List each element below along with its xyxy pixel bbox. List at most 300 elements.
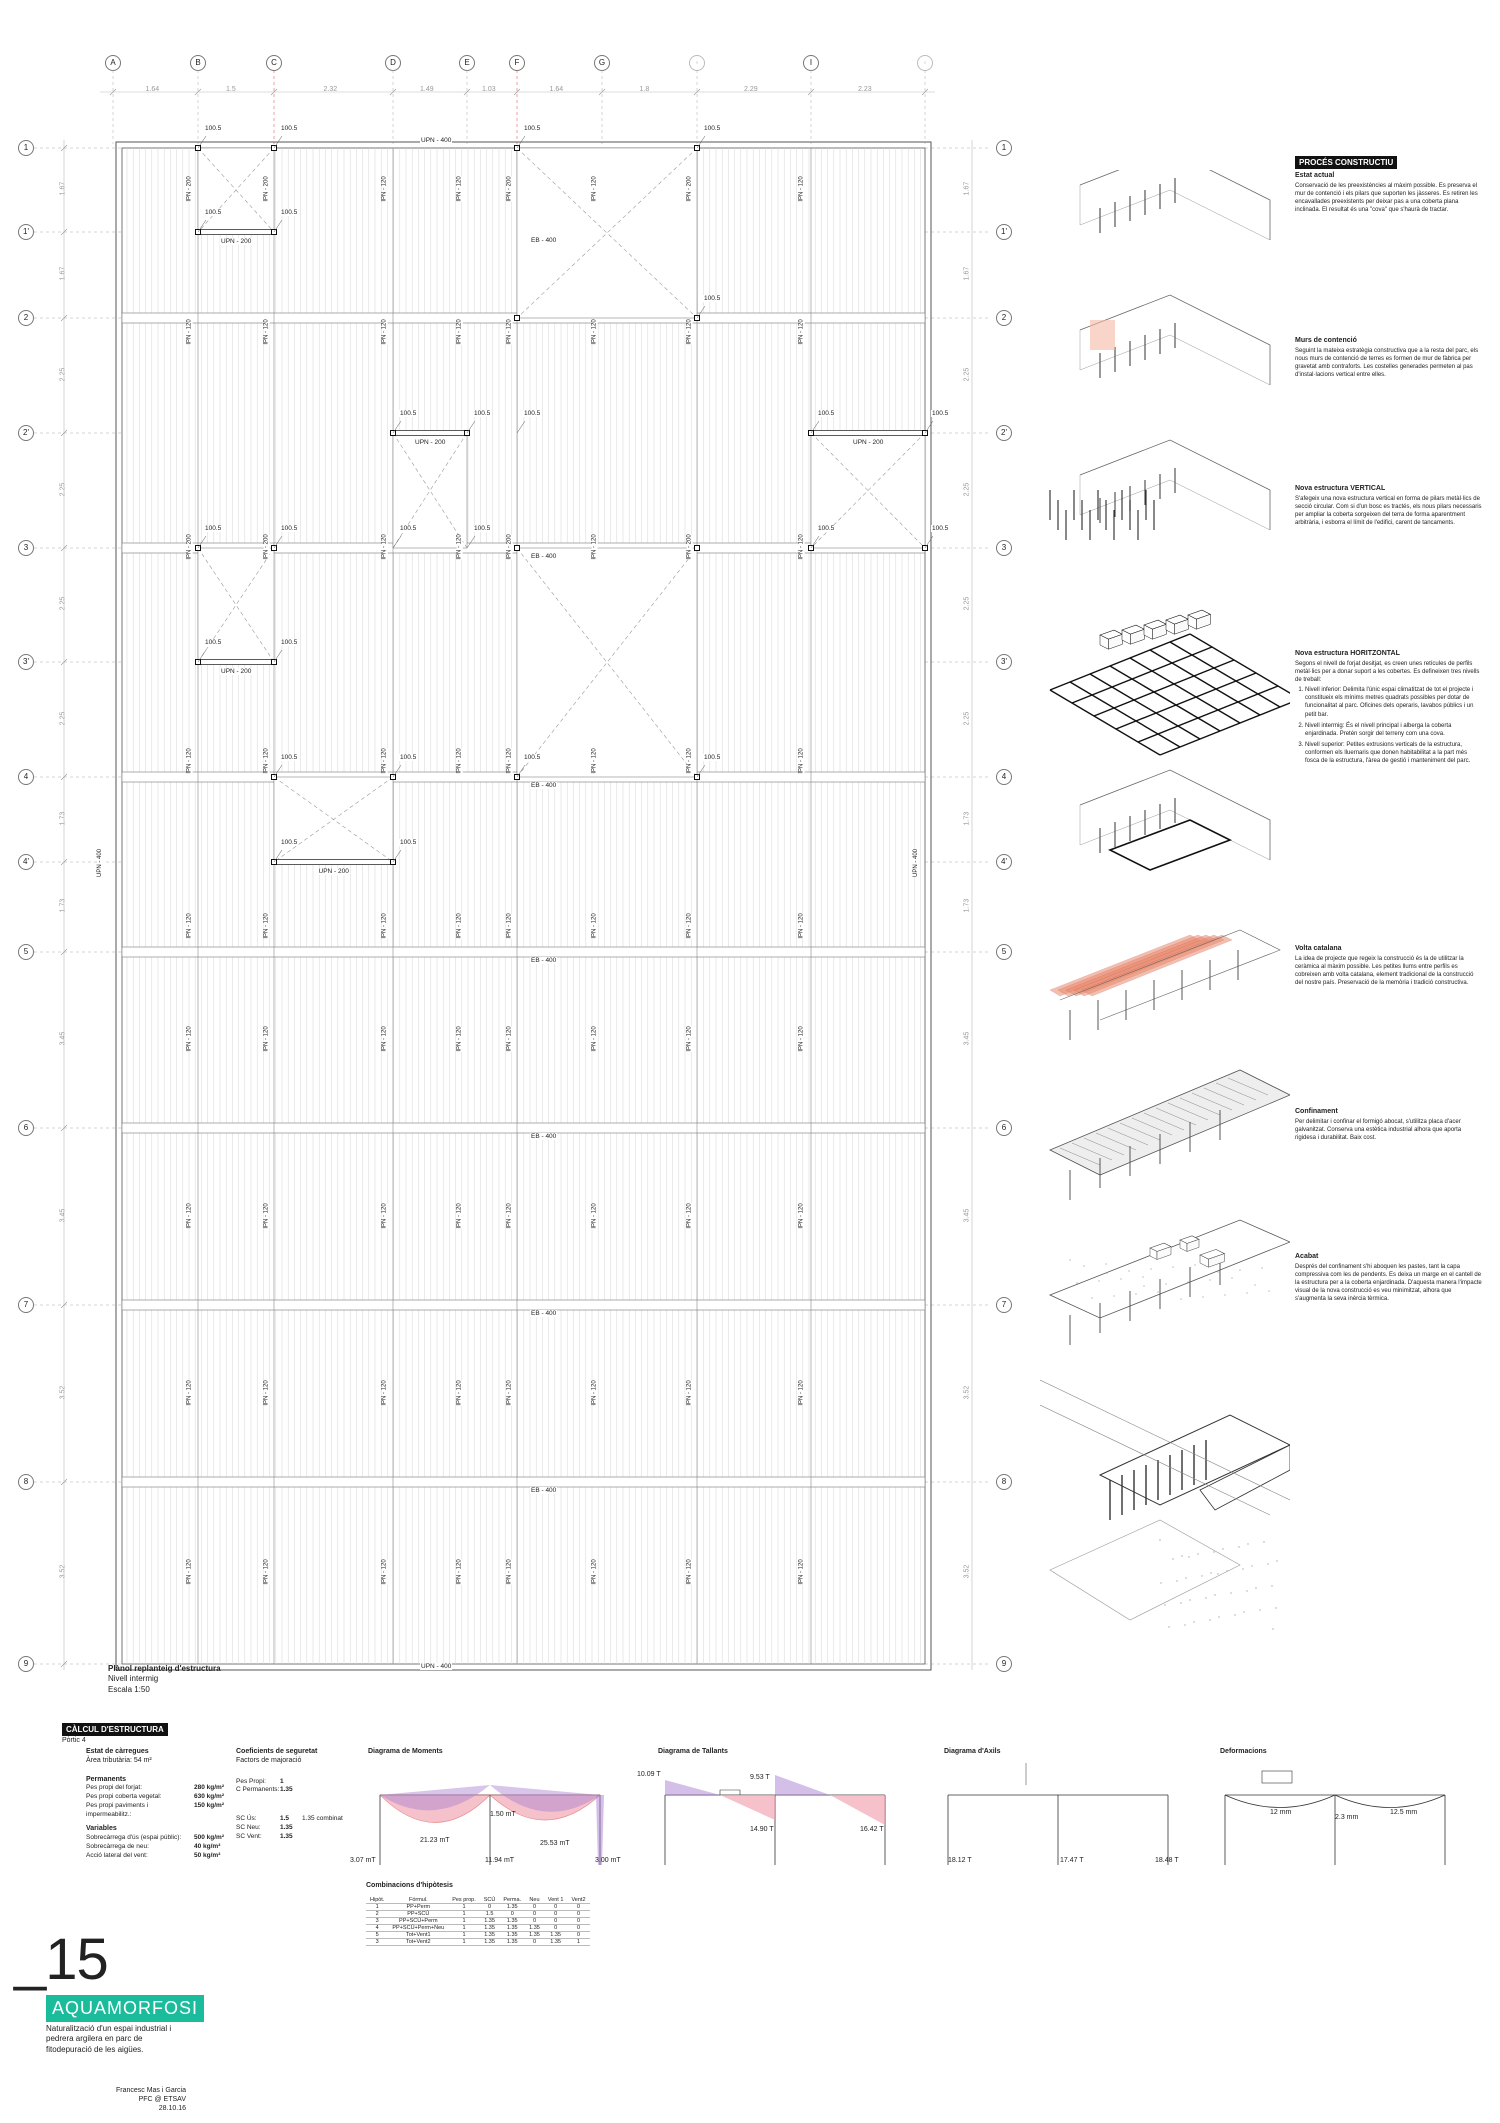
grid-row-dim: 2.25	[59, 367, 67, 381]
shear-step	[720, 1790, 740, 1795]
axial-value: 18.12 T	[948, 1857, 972, 1864]
grid-row-bubble-right: 2'	[996, 425, 1012, 441]
axo-final-texture	[1222, 1548, 1223, 1549]
pillar	[515, 316, 520, 321]
elevation-leader	[274, 650, 282, 662]
table-header-cell: Hipòt.	[366, 1897, 388, 1904]
process-step-text: Conservació de les preexistències al màxim possible. Es preserva el mur de contenció i els pilars que suporten les jàsseres. Es retiren les encavallades preexistents per deixar pas a una coberta plana inclinada. El resultat és una "cova" que s'haurà de tractar.	[1295, 183, 1478, 214]
table-cell: PP+SCÚ+Perm+Neu	[388, 1924, 448, 1931]
label-elevation: 100.5	[400, 525, 417, 532]
table-cell: 5	[366, 1931, 388, 1938]
table-cell: 3	[366, 1917, 388, 1924]
process-title	[1295, 152, 1397, 170]
grid-row-dim-right: 3.45	[963, 1208, 971, 1222]
plan-caption-title: Plànol replanteig d'estructura	[108, 1664, 221, 1673]
process-step-text: La idea de projecte que regeix la construcció és la de utilitzar la ceràmica al màxim possible. Les petites llums entre perfils es cobreixen amb volta catalana, element tradicional de la construcció del nostre país. Preservació de la memòria i tradició constructiva.	[1295, 956, 1474, 987]
label-ipn-120: IPN - 120	[381, 913, 388, 939]
label-elevation: 100.5	[205, 525, 222, 532]
grid-col-bubble: A	[105, 55, 121, 71]
grid-col-bubble: I	[803, 55, 819, 71]
label-ipn-120: IPN - 120	[798, 1379, 805, 1406]
process-step-text: Seguint la mateixa estratègia constructiva que a la resta del parc, els nous murs de contenció de terres es formen de mur de fàbrica per gravetat amb contraforts. Les costelles generades permeten al pas d'instal·lacions vertical entre elles.	[1295, 348, 1479, 379]
table-header-cell: Neu	[525, 1897, 544, 1904]
upn-200-beam	[811, 431, 925, 436]
label-ipn-120: IPN - 120	[456, 176, 463, 202]
table-cell: 1	[448, 1931, 480, 1938]
label-ipn-120: IPN - 120	[591, 533, 598, 560]
load-value: 630 kg/m²	[194, 1793, 224, 1801]
axo-texture	[1113, 1295, 1114, 1296]
table-cell: PP+SCÚ+Perm	[388, 1917, 448, 1924]
label-elevation: 100.5	[704, 754, 721, 761]
axo-texture	[1261, 1267, 1262, 1268]
grid-row-bubble-right: 4'	[996, 854, 1012, 870]
grid-row-bubble-right: 1	[996, 140, 1012, 156]
load-value: 500 kg/m²	[194, 1834, 224, 1842]
grid-row-dim: 3.52	[59, 1564, 67, 1579]
axo-final-texture	[1251, 1565, 1252, 1566]
label-elevation: 100.5	[704, 295, 721, 302]
label-eb-400: EB - 400	[531, 553, 557, 560]
grid-row-bubble-left: 2	[18, 310, 34, 326]
label-ipn-120: IPN - 120	[506, 1026, 513, 1052]
grid-row-dim-right: 3.52	[963, 1564, 971, 1579]
inner-frame	[122, 148, 925, 1664]
table-cell: 0	[525, 1938, 544, 1945]
label-ipn-120: IPN - 120	[456, 533, 463, 560]
label-ipn-120: IPN - 120	[381, 1202, 388, 1229]
label-ipn-200: IPN - 200	[686, 533, 693, 560]
label-eb-400: EB - 400	[531, 782, 557, 789]
label-elevation: 100.5	[281, 754, 298, 761]
grid-row-dim-right: 3.45	[963, 1031, 971, 1046]
load-value: 280 kg/m²	[194, 1784, 224, 1792]
elevation-leader	[925, 421, 933, 433]
axo-final-texture	[1247, 1543, 1248, 1544]
grid-row-dim-right: 1.73	[963, 811, 971, 825]
axo-grid-beam	[1110, 666, 1220, 731]
axo-final-texture	[1197, 1553, 1198, 1554]
label-ipn-120: IPN - 120	[798, 1559, 805, 1585]
grid-col-bubble: D	[385, 55, 401, 71]
label-ipn-120: IPN - 120	[686, 1379, 693, 1406]
axo-final-texture	[1226, 1570, 1227, 1571]
grid-row-bubble-left: 5	[18, 944, 34, 960]
grid-row-dim: 1.73	[59, 811, 67, 825]
process-step-text: Per delimitar i confinar el formigó abocat, s'utilitza placa d'acer galvanitzat. Conserva una estètica industrial alhora que aporta rigidesa i durabilitat. Baix cost.	[1295, 1119, 1462, 1142]
project-logo: AQUAMORFOSI	[46, 1995, 204, 2022]
axo-final-texture	[1230, 1592, 1231, 1593]
process-step-list-item: 2. Nivell intermig: És el nivell principal i alberga la coberta enjardinada. Pretén sorgir del terreny com una cova.	[1305, 722, 1483, 738]
table-cell: 1	[448, 1938, 480, 1945]
process-step-list	[1295, 686, 1483, 765]
axo-final-texture	[1267, 1563, 1268, 1564]
axonometric-drawings	[1040, 170, 1290, 1690]
elevation-leader	[274, 220, 282, 232]
grid-row-dim-right: 1.67	[963, 266, 971, 281]
label-eb-400: EB - 400	[531, 957, 557, 964]
axo-texture	[1157, 1291, 1158, 1292]
label-ipn-120: IPN - 120	[591, 1026, 598, 1052]
process-step	[1295, 1108, 1483, 1142]
axo-box	[1188, 610, 1210, 629]
label-ipn-200: IPN - 200	[686, 176, 693, 202]
axo-lower-level	[1080, 770, 1270, 860]
load-value: 50 kg/m²	[194, 1851, 221, 1859]
table-cell: 1.35	[499, 1924, 525, 1931]
load-extra: 1.35 combinat	[302, 1815, 343, 1823]
table-cell: 1	[448, 1910, 480, 1917]
deformation-value: 12.5 mm	[1390, 1809, 1418, 1816]
grid-col-dim: 1.64	[145, 86, 160, 93]
label-ipn-120: IPN - 120	[381, 1026, 388, 1052]
grid-col-dim: 1.49	[420, 86, 434, 93]
deformation-skylight	[1262, 1771, 1292, 1783]
label-elevation: 100.5	[281, 525, 298, 532]
table-cell: 1	[448, 1924, 480, 1931]
label-ipn-120: IPN - 120	[186, 1202, 193, 1229]
axo-texture	[1239, 1269, 1240, 1270]
process-step	[1295, 485, 1483, 527]
label-elevation: 100.5	[400, 754, 417, 761]
axo-grid-beam	[1070, 682, 1180, 747]
moment-column	[596, 1795, 604, 1865]
axo-final-texture	[1184, 1624, 1185, 1625]
axo-grid-beam	[1170, 642, 1280, 707]
comb-title: Combinacions d'hipòtesis	[366, 1882, 453, 1889]
table-cell: 0	[567, 1917, 589, 1924]
axo-retaining-walls	[1080, 295, 1270, 385]
pillar	[515, 546, 520, 551]
load-value: 150 kg/m²	[194, 1801, 224, 1809]
label-ipn-120: IPN - 120	[591, 176, 598, 202]
grid-row-bubble-left: 3'	[18, 654, 34, 670]
label-eb-400: EB - 400	[531, 1133, 557, 1140]
label-elevation: 100.5	[932, 410, 949, 417]
label-ipn-200: IPN - 200	[263, 533, 270, 560]
axo-texture	[1076, 1282, 1077, 1283]
grid-row-dim-right: 2.25	[963, 482, 971, 496]
table-cell: 1.35	[499, 1903, 525, 1910]
axo-texture	[1106, 1272, 1107, 1273]
project-description: Naturalització d'un espai industrial i pedrera argilera en parc de fitodepuració de les aigües.	[46, 2024, 172, 2054]
label-elevation: 100.5	[932, 525, 949, 532]
axo-final-texture	[1234, 1614, 1235, 1615]
label-upn-200: UPN - 200	[853, 439, 884, 446]
axo-texture	[1135, 1293, 1136, 1294]
table-row	[366, 1917, 590, 1924]
grid-col-bubble: G	[594, 55, 610, 71]
eb-400-beam	[122, 1123, 925, 1133]
shear-4	[830, 1795, 885, 1825]
label-ipn-200: IPN - 200	[186, 176, 193, 202]
label-elevation: 100.5	[474, 525, 491, 532]
label-ipn-120: IPN - 120	[381, 748, 388, 774]
label-ipn-200: IPN - 200	[506, 533, 513, 560]
load-value: 40 kg/m²	[194, 1842, 221, 1850]
label-ipn-120: IPN - 120	[381, 318, 388, 345]
load-key: SC Neu:	[236, 1823, 261, 1831]
label-ipn-120: IPN - 120	[686, 748, 693, 774]
grid-row-dim-right: 2.25	[963, 711, 971, 725]
label-ipn-120: IPN - 120	[506, 748, 513, 774]
table-cell: 0	[567, 1910, 589, 1917]
process-title-text: PROCÉS CONSTRUCTIU	[1295, 156, 1397, 169]
grid-row-bubble-right: 6	[996, 1120, 1012, 1136]
axo-final-texture	[1176, 1580, 1177, 1581]
table-cell: 0	[544, 1910, 568, 1917]
moment-value: 3.07 mT	[350, 1857, 376, 1864]
label-elevation: 100.5	[281, 209, 298, 216]
process-step	[1295, 172, 1483, 214]
grid-col-dim: 1.64	[549, 86, 564, 93]
deformation-2	[1335, 1795, 1445, 1808]
grid-row-dim-right: 2.25	[963, 596, 971, 611]
label-upn-400-bottom: UPN - 400	[421, 1663, 452, 1670]
axo-texture	[1142, 1276, 1143, 1277]
grid-col-bubble: B	[190, 55, 206, 71]
process-step-title: Confinament	[1295, 1108, 1338, 1115]
axo-texture	[1069, 1259, 1070, 1260]
grid-col-dim: 1.5	[226, 86, 236, 93]
grid-row-bubble-left: 4'	[18, 854, 34, 870]
grid-row-bubble-left: 1'	[18, 224, 34, 240]
axo-final-texture	[1243, 1611, 1244, 1612]
label-elevation: 100.5	[400, 410, 417, 417]
table-cell: 0	[480, 1903, 500, 1910]
load-value: 1.5	[280, 1815, 290, 1823]
table-cell: Tot+Vent2	[388, 1938, 448, 1945]
process-step-text: S'afegeix una nova estructura vertical en forma de pilars metàl·lics de secció circular. Com si d'un bosc es tractés, els nous pilars necessaris per ampliar la coberta sorgeixen del terra de forma aparentment arbitrària, i esborra el límit de l'edifici, carent de tancaments.	[1295, 496, 1482, 527]
load-key: Pes Propi:	[236, 1777, 266, 1785]
label-ipn-120: IPN - 120	[591, 1202, 598, 1229]
table-cell: 1.35	[480, 1931, 500, 1938]
table-cell: 2	[366, 1910, 388, 1917]
table-cell: PP+Perm	[388, 1903, 448, 1910]
grid-row-bubble-right: 8	[996, 1474, 1012, 1490]
table-cell: 1	[567, 1938, 589, 1945]
coef-subtitle: Factors de majoració	[236, 1756, 302, 1764]
label-ipn-120: IPN - 120	[263, 1026, 270, 1052]
axo-final-texture	[1185, 1577, 1186, 1578]
label-elevation: 100.5	[818, 410, 835, 417]
axo-texture	[1083, 1265, 1084, 1266]
table-cell: 0	[544, 1924, 568, 1931]
grid-row-dim: 2.25	[59, 711, 67, 725]
grid-row-dim-right: 1.67	[963, 181, 971, 196]
upn-200-beam	[198, 230, 274, 235]
process-step-text: Segons el nivell de forjat desitjat, es creen unes retícules de perfils metàl·lics per a donar suport a les cobertes. Es defineixen tres nivells de treball:	[1295, 661, 1480, 684]
axo-final-texture	[1164, 1604, 1165, 1605]
grid-row-dim: 3.45	[59, 1031, 67, 1046]
deformation-value: 2.3 mm	[1335, 1814, 1359, 1821]
grid-row-dim-right: 3.52	[963, 1385, 971, 1399]
label-elevation: 100.5	[205, 125, 222, 132]
axo-texture	[1224, 1294, 1225, 1295]
label-ipn-120: IPN - 120	[798, 913, 805, 939]
grid-row-bubble-right: 3'	[996, 654, 1012, 670]
calc-subtitle: Pòrtic 4	[62, 1737, 86, 1744]
elevation-leader	[925, 536, 933, 548]
eb-400-beam	[122, 1300, 925, 1310]
process-step	[1295, 337, 1483, 379]
label-ipn-120: IPN - 120	[798, 748, 805, 774]
axo-vertical-structure	[1080, 440, 1270, 530]
label-ipn-120: IPN - 120	[798, 1026, 805, 1052]
grid-row-dim-right: 1.73	[963, 898, 971, 913]
moments-frame	[380, 1785, 604, 1865]
label-elevation: 100.5	[281, 639, 298, 646]
table-cell: 1.35	[499, 1917, 525, 1924]
label-elevation: 100.5	[704, 125, 721, 132]
grid-row-bubble-right: 5	[996, 944, 1012, 960]
axial-value: 18.48 T	[1155, 1857, 1179, 1864]
axo-existing-state	[1080, 170, 1270, 240]
table-header-cell: Pes prop.	[448, 1897, 480, 1904]
label-eb-400: EB - 400	[531, 1487, 557, 1494]
axo-texture	[1098, 1280, 1099, 1281]
axo-texture	[1202, 1296, 1203, 1297]
axo-final-texture	[1168, 1626, 1169, 1627]
table-cell: 1.35	[480, 1917, 500, 1924]
grid-row-bubble-left: 3	[18, 540, 34, 556]
load-key: Pes propi paviments i impermeabilitz.:	[86, 1801, 149, 1818]
combinations-block	[366, 1882, 590, 1946]
load-value: 1.35	[280, 1786, 293, 1794]
label-ipn-120: IPN - 120	[186, 1026, 193, 1052]
load-value: 1.35	[280, 1823, 293, 1831]
axo-final-texture	[1201, 1575, 1202, 1576]
process-step-title: Acabat	[1295, 1253, 1319, 1260]
table-header-cell: Perma.	[499, 1897, 525, 1904]
table-row	[366, 1903, 590, 1910]
axo-final-texture	[1271, 1585, 1272, 1586]
table-cell: 0	[544, 1917, 568, 1924]
axo-final-texture	[1205, 1597, 1206, 1598]
label-ipn-120: IPN - 120	[263, 913, 270, 939]
school: PFC @ ETSAV	[138, 2095, 186, 2103]
grid-row-dim: 1.67	[59, 266, 67, 281]
table-cell: 1.35	[525, 1924, 544, 1931]
table-cell: Tot+Vent1	[388, 1931, 448, 1938]
grid-col-bubble: F	[509, 55, 525, 71]
label-eb-400: EB - 400	[531, 237, 557, 244]
table-row	[366, 1938, 590, 1945]
table-cell: 1.35	[480, 1924, 500, 1931]
moment-value: 3.00 mT	[595, 1857, 621, 1864]
axo-retaining-walls-highlight	[1090, 320, 1115, 350]
shear-2	[720, 1795, 775, 1820]
grid-row-bubble-right: 3	[996, 540, 1012, 556]
eb-400-beam	[122, 1477, 925, 1487]
grid-row-bubble-left: 8	[18, 1474, 34, 1490]
date: 28.10.16	[158, 2104, 186, 2112]
label-ipn-120: IPN - 120	[686, 1026, 693, 1052]
grid-row-bubble-left: 9	[18, 1656, 34, 1672]
moment-value: 21.23 mT	[420, 1837, 450, 1844]
upn-200-beam	[198, 660, 274, 665]
grid-row-bubble-left: 4	[18, 769, 34, 785]
label-ipn-120: IPN - 120	[456, 1559, 463, 1585]
table-cell: 0	[567, 1903, 589, 1910]
label-ipn-120: IPN - 120	[381, 1559, 388, 1585]
label-ipn-120: IPN - 120	[686, 318, 693, 345]
table-cell: 0	[525, 1910, 544, 1917]
load-key: SC Ús:	[236, 1815, 257, 1823]
grid-row-bubble-left: 6	[18, 1120, 34, 1136]
label-upn-200: UPN - 200	[221, 668, 252, 675]
load-key: Acció lateral del vent:	[86, 1851, 148, 1859]
deformation-value: 12 mm	[1270, 1809, 1292, 1816]
coef-title: Coeficients de seguretat	[236, 1748, 318, 1755]
grid-row-dim: 2.25	[59, 482, 67, 496]
axo-final-texture	[1209, 1619, 1210, 1620]
label-elevation: 100.5	[400, 839, 417, 846]
axial-value: 17.47 T	[1060, 1857, 1084, 1864]
grid-row-bubble-left: 7	[18, 1297, 34, 1313]
label-elevation: 100.5	[524, 125, 541, 132]
axo-texture	[1180, 1298, 1181, 1299]
axo-final-texture	[1272, 1628, 1273, 1629]
label-elevation: 100.5	[524, 754, 541, 761]
axo-final-texture	[1214, 1594, 1215, 1595]
table-cell: 1.35	[525, 1931, 544, 1938]
axo-final-texture	[1159, 1539, 1160, 1540]
label-ipn-120: IPN - 120	[186, 318, 193, 345]
table-header-cell: SCÚ	[480, 1897, 500, 1904]
table-cell: 0	[499, 1910, 525, 1917]
deformation-1	[1225, 1795, 1335, 1808]
shear-3	[775, 1775, 830, 1795]
process-step-title: Nova estructura HORITZONTAL	[1295, 650, 1400, 657]
axo-texture	[1165, 1283, 1166, 1284]
label-upn-200: UPN - 200	[221, 238, 252, 245]
label-elevation: 100.5	[524, 410, 541, 417]
table-row	[366, 1931, 590, 1938]
table-cell: 0	[567, 1931, 589, 1938]
axo-final-texture	[1213, 1551, 1214, 1552]
axo-grid-beam	[1130, 658, 1240, 723]
table-header-cell: Vent2	[567, 1897, 589, 1904]
axo-final-texture	[1160, 1582, 1161, 1583]
label-ipn-120: IPN - 120	[686, 1202, 693, 1229]
table-cell: 1.5	[480, 1910, 500, 1917]
axo-final-texture	[1193, 1621, 1194, 1622]
axo-texture	[1150, 1268, 1151, 1269]
axo-grid-beam	[1150, 650, 1260, 715]
axo-final-texture	[1188, 1556, 1189, 1557]
label-upn-400-left: UPN - 400	[97, 848, 104, 878]
axo-texture	[1254, 1284, 1255, 1285]
axo-final-texture	[1263, 1541, 1264, 1542]
label-ipn-120: IPN - 120	[263, 318, 270, 345]
label-upn-200: UPN - 200	[318, 868, 349, 875]
axo-texture	[1187, 1281, 1188, 1282]
table-cell: 0	[567, 1924, 589, 1931]
loads-title: Estat de càrregues	[86, 1748, 149, 1755]
perm-title: Permanents	[86, 1775, 127, 1783]
axo-final-texture	[1276, 1560, 1277, 1561]
table-cell: 4	[366, 1924, 388, 1931]
axo-texture	[1143, 1285, 1144, 1286]
table-cell: 3	[366, 1938, 388, 1945]
axo-texture	[1128, 1270, 1129, 1271]
moments-title: Diagrama de Moments	[368, 1748, 443, 1755]
table-cell: 0	[525, 1917, 544, 1924]
label-ipn-120: IPN - 120	[591, 748, 598, 774]
axo-final-texture	[1217, 1573, 1218, 1574]
axo-final-texture	[1242, 1568, 1243, 1569]
